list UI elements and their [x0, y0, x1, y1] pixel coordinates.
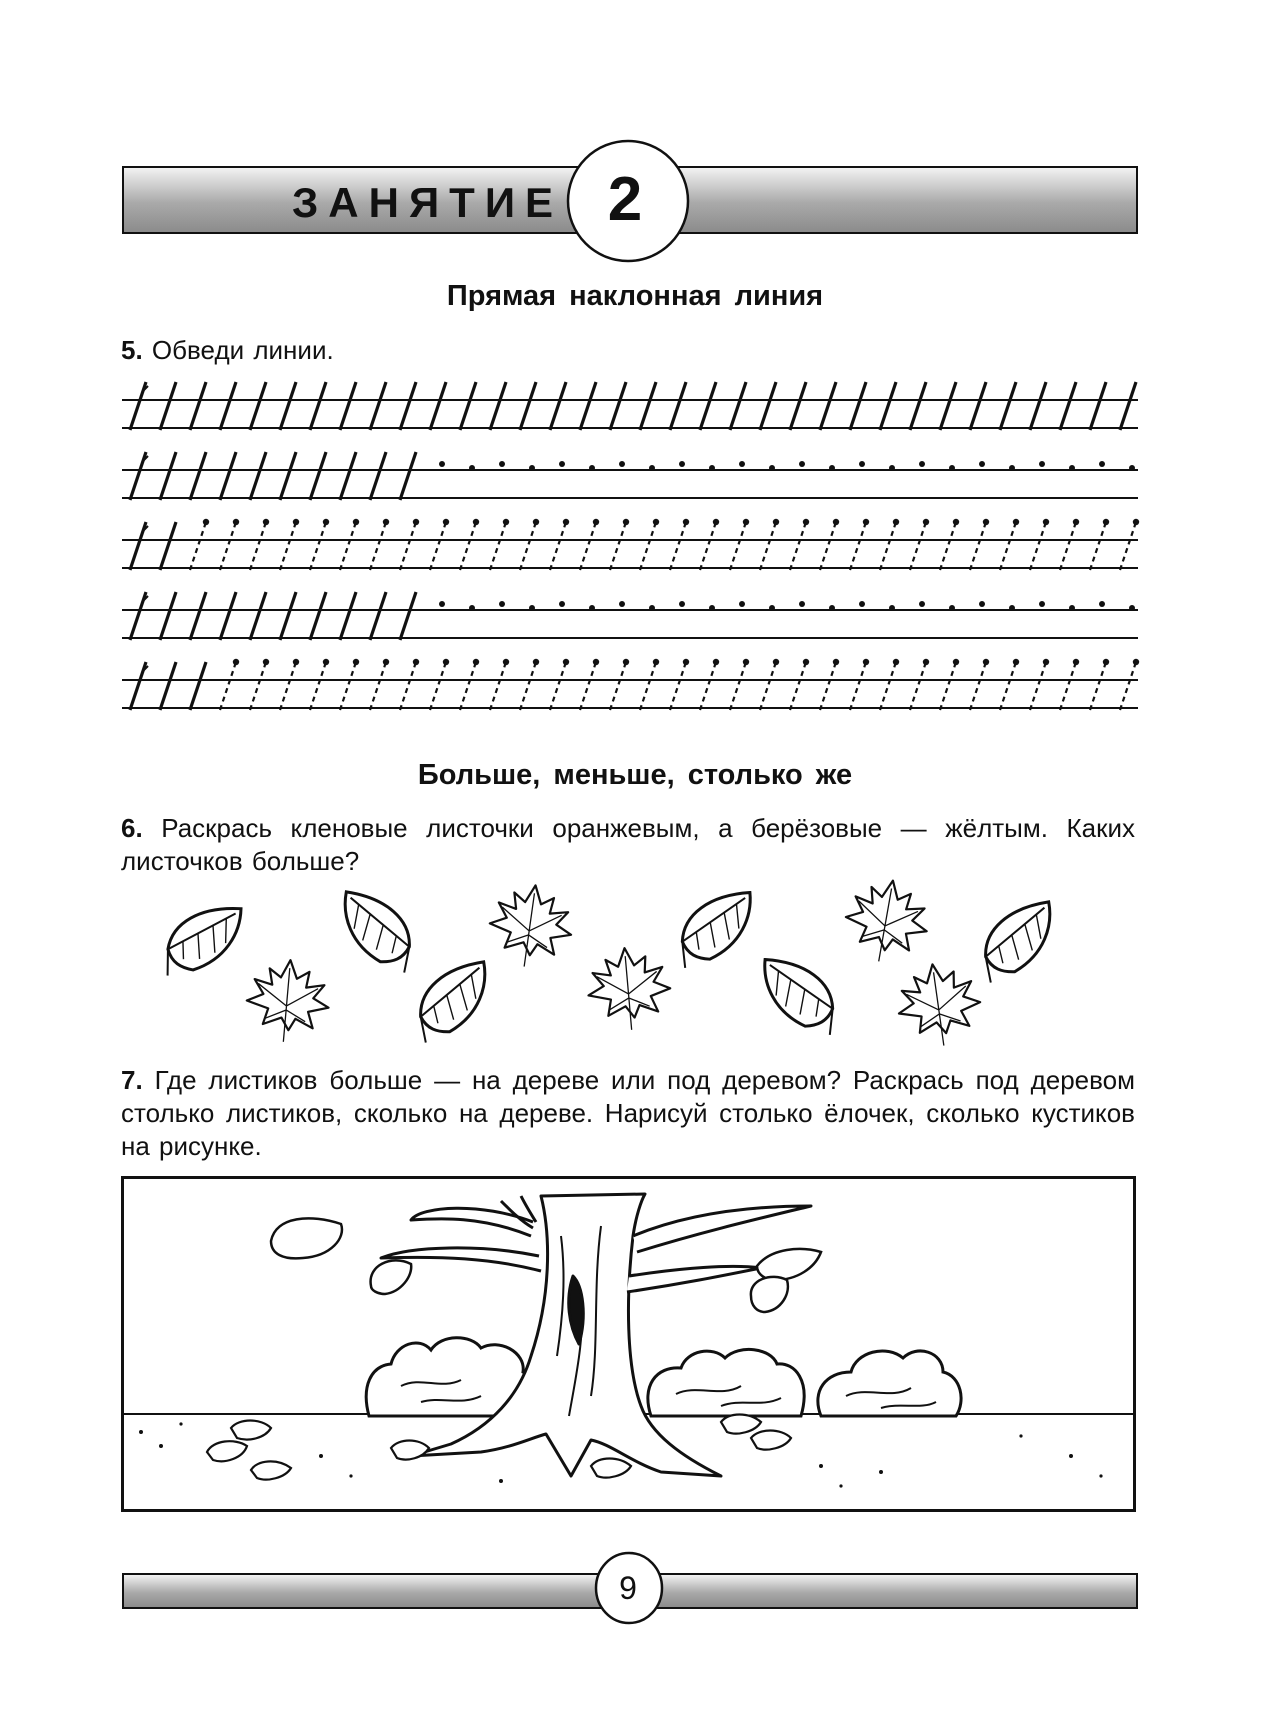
leaf-birch-3[interactable] [406, 960, 503, 1043]
leaf-birch-5[interactable] [751, 957, 845, 1035]
leaf-maple-5[interactable] [893, 959, 986, 1050]
task-6-text: Раскрась кленовые листочки оранжевым, а берёзовые — жёлтым. Каких листочков больше? [121, 813, 1135, 876]
leaf-birch-2[interactable] [327, 890, 424, 973]
leaf-maple-3[interactable] [585, 944, 674, 1033]
tracing-exercise[interactable] [0, 360, 1270, 730]
task-7-number: 7. [121, 1065, 143, 1095]
task-6-number: 6. [121, 813, 143, 843]
task-6 [121, 812, 1135, 878]
section-title-more-less: Больше, меньше, столько же [417, 759, 853, 791]
tree-scene[interactable] [121, 1176, 1136, 1512]
leaf-maple-2[interactable] [485, 880, 578, 973]
leaves-illustration [0, 870, 1270, 1050]
leaf-birch-6[interactable] [971, 900, 1068, 983]
section-title-straight-line: Прямая наклонная линия [446, 280, 824, 312]
leaf-birch-1[interactable] [159, 906, 248, 975]
leaf-birch-4[interactable] [670, 890, 764, 968]
task-5-text: Обведи линии. [151, 335, 334, 365]
lesson-word: ЗАНЯТИЕ [292, 179, 564, 226]
task-7 [121, 1064, 1135, 1163]
page-number: 9 [619, 1570, 637, 1606]
task-7-text: Где листиков больше — на дереве или под деревом? Раскрась под деревом столько листиков, сколько на дереве. Нарисуй столько ёлочек, сколько кустиков на рисунке. [121, 1065, 1135, 1161]
leaf-maple-1[interactable] [243, 957, 332, 1046]
leaf-maple-4[interactable] [839, 874, 934, 969]
lesson-number: 2 [607, 165, 643, 234]
task-5-number: 5. [121, 335, 143, 365]
